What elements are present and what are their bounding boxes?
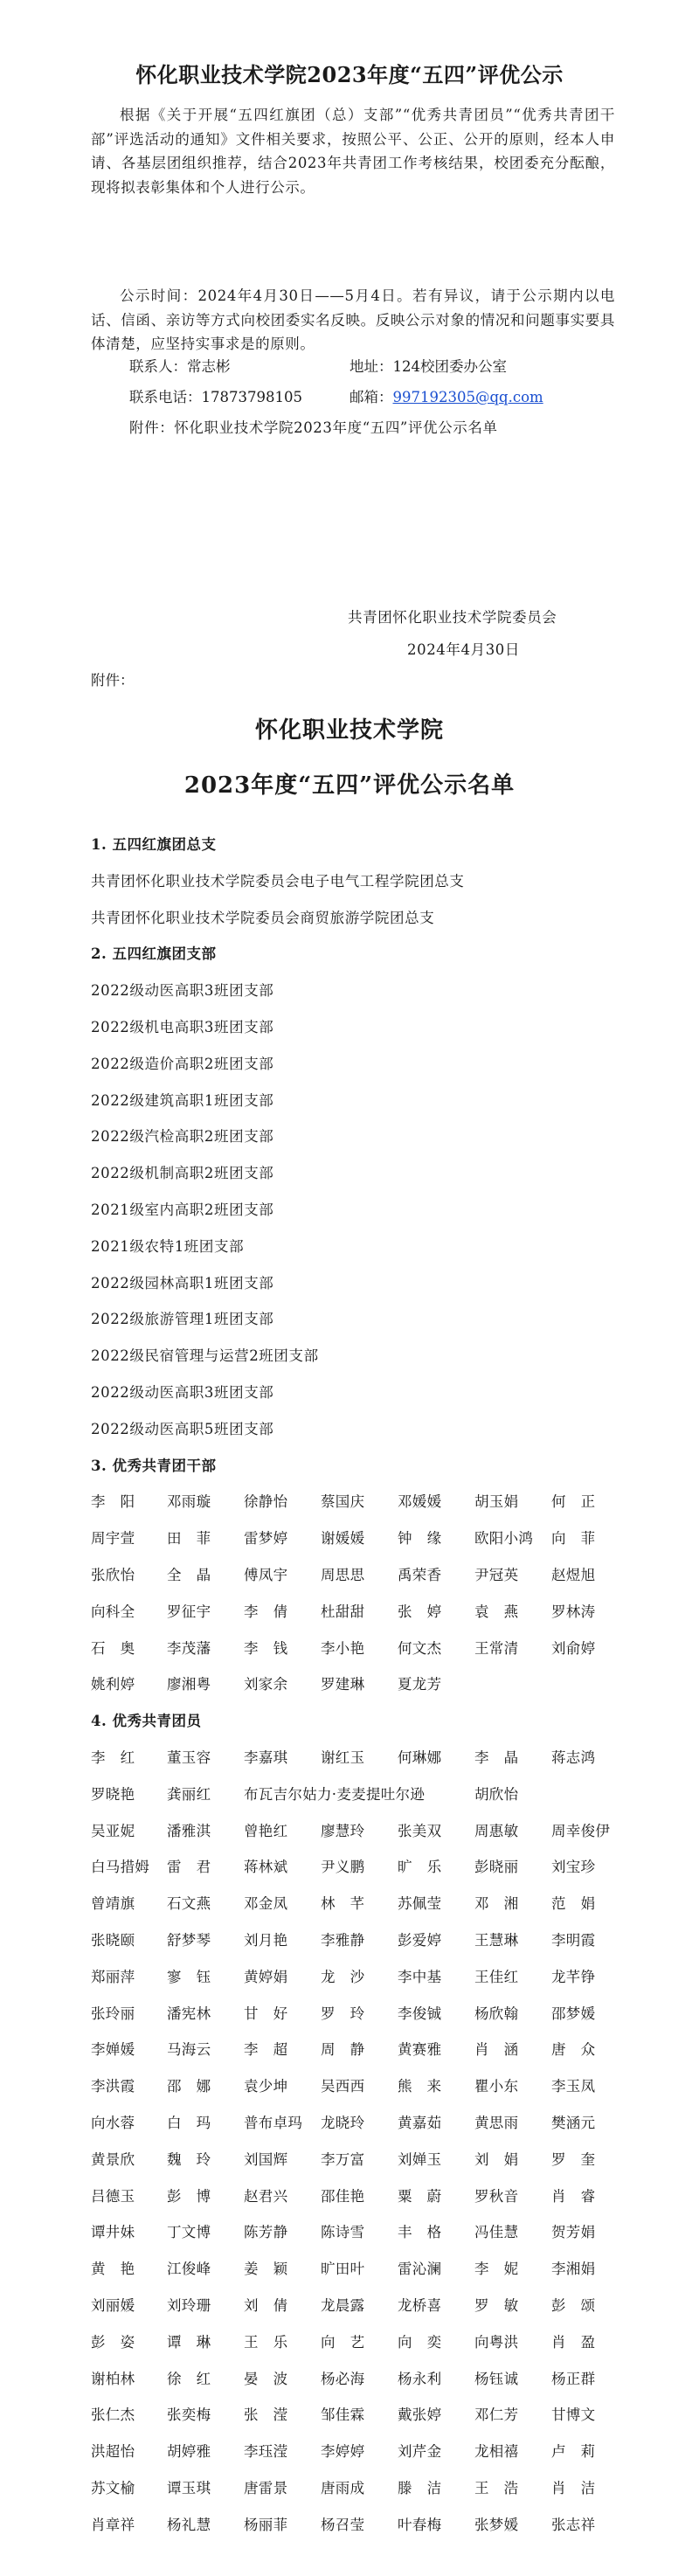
- name-cell: 罗 玲: [321, 2005, 365, 2022]
- notice-paragraph-period: 公示时间：2024年4月30日——5月4日。若有异议，请于公示期内以电话、信函、亲访等方式向校团委实名反映。反映公示对象的情况和问题事实要具体清楚，应坚持实事求是的原则。: [91, 287, 615, 352]
- contact-email: [350, 385, 543, 406]
- name-cell: 李明霞: [551, 1932, 596, 1949]
- name-cell: 邓 湘: [474, 1895, 519, 1913]
- name-cell: 龙 沙: [321, 1968, 365, 1985]
- name-cell: 肖 盈: [551, 2333, 596, 2351]
- name-cell: 蔡国庆: [321, 1493, 365, 1511]
- name-cell: 邵 娜: [167, 2078, 211, 2095]
- name-cell: 王 乐: [244, 2333, 288, 2351]
- attachment-label: 附件：: [91, 672, 135, 689]
- name-cell: 李 超: [244, 2041, 288, 2059]
- name-cell: 田 菲: [167, 1530, 211, 1548]
- name-cell: 白 玛: [167, 2115, 211, 2131]
- name-cell: 甘博文: [551, 2406, 596, 2424]
- name-cell: 夏龙芳: [398, 1676, 442, 1693]
- name-cell: 胡玉娟: [474, 1493, 519, 1511]
- name-cell: 傅凤宇: [244, 1567, 288, 1583]
- list-item: 2021级农特1班团支部: [91, 1237, 245, 1255]
- name-cell: 李小艳: [321, 1639, 365, 1657]
- name-cell: 吕德玉: [91, 2187, 135, 2205]
- name-cell: 樊涵元: [551, 2115, 596, 2131]
- name-cell: 李雅静: [321, 1932, 365, 1949]
- signature-organization: 共青团怀化职业技术学院委员会: [348, 609, 557, 626]
- list-item: 2022级园林高职1班团支部: [91, 1274, 274, 1291]
- name-cell: 刘丽媛: [91, 2297, 135, 2314]
- contact-person: 联系人：常志彬: [129, 358, 231, 375]
- name-cell: 李湘娟: [551, 2261, 596, 2278]
- name-cell: 滕 洁: [398, 2480, 442, 2496]
- name-cell: 龙芊铮: [551, 1968, 596, 1985]
- name-cell: 李 红: [91, 1749, 135, 1766]
- name-cell: 刘国辉: [244, 2150, 288, 2168]
- name-cell: 钟 缘: [398, 1530, 442, 1548]
- name-cell: 李中基: [398, 1968, 442, 1985]
- name-cell: 谢媛媛: [321, 1530, 365, 1548]
- name-cell: 布瓦吉尔姑力·麦麦提吐尔逊: [244, 1785, 426, 1803]
- name-cell: 谢柏林: [91, 2370, 135, 2387]
- name-cell: 谭 琳: [167, 2333, 211, 2351]
- name-cell: 刘家余: [244, 1676, 288, 1693]
- name-cell: 廖慧玲: [321, 1822, 365, 1839]
- name-cell: 熊 来: [398, 2078, 442, 2095]
- contact-phone: 联系电话：17873798105: [129, 389, 302, 405]
- name-cell: 杨礼慧: [167, 2516, 211, 2533]
- attachment-heading-list: 2023年度“五四”评优公示名单: [183, 772, 516, 799]
- name-cell: 贺芳娟: [551, 2224, 596, 2241]
- name-cell: 蒋林斌: [244, 1859, 288, 1876]
- name-cell: 晏 波: [244, 2370, 288, 2387]
- name-cell: 何文杰: [398, 1639, 442, 1657]
- name-cell: 冯佳慧: [474, 2224, 519, 2241]
- name-cell: 曾靖旗: [91, 1895, 135, 1913]
- name-cell: 罗秋音: [474, 2187, 519, 2205]
- name-cell: 白马措姆: [91, 1859, 150, 1876]
- name-cell: 雷 君: [167, 1859, 211, 1876]
- name-cell: 罗 敏: [474, 2297, 519, 2314]
- name-cell: 张欣怡: [91, 1567, 135, 1583]
- name-cell: 徐静怡: [244, 1493, 288, 1511]
- list-item: 2022级机制高职2班团支部: [91, 1165, 274, 1182]
- name-cell: 张美双: [398, 1822, 442, 1839]
- name-cell: 张仁杰: [91, 2406, 135, 2424]
- name-cell: 张志祥: [551, 2516, 596, 2533]
- name-cell: 雷沁澜: [398, 2261, 442, 2278]
- name-cell: 刘宝珍: [551, 1859, 596, 1876]
- name-cell: 邵佳艳: [321, 2187, 365, 2205]
- name-cell: 赵君兴: [244, 2187, 288, 2205]
- attachment-heading-school: 怀化职业技术学院: [254, 717, 444, 744]
- name-cell: 向水蓉: [91, 2115, 135, 2131]
- name-cell: 何琳娜: [398, 1749, 442, 1766]
- name-cell: 吴亚妮: [91, 1822, 135, 1839]
- name-cell: 魏 玲: [167, 2150, 211, 2168]
- name-cell: 罗 奎: [551, 2150, 596, 2168]
- name-cell: 肖章祥: [91, 2516, 135, 2533]
- name-cell: 郑丽萍: [91, 1968, 135, 1985]
- name-cell: 邓仁芳: [474, 2406, 519, 2424]
- email-label: 邮箱：: [350, 389, 393, 405]
- name-cell: 周宇萱: [91, 1530, 135, 1548]
- list-item: 2022级旅游管理1班团支部: [91, 1311, 274, 1328]
- name-cell: 李玉凤: [551, 2078, 596, 2095]
- name-cell: 刘 娟: [474, 2150, 519, 2168]
- name-cell: 谭井妹: [91, 2224, 135, 2241]
- name-cell: 苏文榆: [91, 2480, 135, 2496]
- name-cell: 尹冠英: [474, 1567, 519, 1583]
- name-cell: 李婷婷: [321, 2443, 365, 2461]
- name-cell: 陈芳静: [244, 2224, 288, 2241]
- name-cell: 李俊铖: [398, 2005, 442, 2022]
- name-cell: 向科全: [91, 1603, 135, 1620]
- name-cell: 李 阳: [91, 1493, 135, 1511]
- name-cell: 董玉容: [167, 1749, 211, 1766]
- name-cell: 张 滢: [244, 2406, 288, 2424]
- name-cell: 禹荣香: [398, 1567, 442, 1583]
- name-cell: 吴西西: [321, 2078, 365, 2095]
- name-cell: 黄 艳: [91, 2261, 135, 2278]
- list-item: 2022级民宿管理与运营2班团支部: [91, 1347, 319, 1365]
- name-cell: 黄婷娟: [244, 1968, 288, 1985]
- name-cell: 洪超怡: [91, 2443, 135, 2461]
- notice-paragraph-basis: 根据《关于开展“五四红旗团（总）支部”“优秀共青团员”“优秀共青团干部”评选活动的通知》文件相关要求，按照公平、公正、公开的原则，经本人申请、各基层团组织推荐，结合2023年共青团工作考核结果，校团委充分酝酿，现将拟表彰集体和个人进行公示。: [91, 107, 615, 196]
- name-cell: 李嘉琪: [244, 1749, 288, 1766]
- list-item: 2022级机电高职3班团支部: [91, 1019, 274, 1035]
- name-cell: 舒梦琴: [167, 1932, 211, 1949]
- name-cell: 杨召莹: [321, 2516, 365, 2533]
- name-cell: 李万富: [321, 2150, 365, 2168]
- name-cell: 刘 倩: [244, 2297, 288, 2314]
- section-title: 1. 五四红旗团总支: [91, 836, 217, 853]
- name-cell: 黄赛雅: [398, 2041, 442, 2059]
- name-cell: 寥 钰: [167, 1968, 211, 1985]
- name-cell: 向粤洪: [474, 2333, 519, 2351]
- name-cell: 李 钱: [244, 1639, 288, 1657]
- name-cell: 潘宪林: [167, 2005, 211, 2022]
- name-cell: 刘玲珊: [167, 2297, 211, 2314]
- list-item: 2022级汽检高职2班团支部: [91, 1128, 274, 1146]
- name-cell: 刘芹金: [398, 2443, 442, 2461]
- name-cell: 李婵媛: [91, 2041, 135, 2059]
- name-cell: 李珏滢: [244, 2443, 288, 2461]
- name-cell: 姚利婷: [91, 1676, 135, 1693]
- name-cell: 彭 博: [167, 2187, 211, 2205]
- list-item: 2022级动医高职3班团支部: [91, 982, 274, 1000]
- name-cell: 叶春梅: [398, 2516, 442, 2533]
- name-cell: 赵煜旭: [551, 1567, 596, 1583]
- name-cell: 向 艺: [321, 2333, 365, 2351]
- name-cell: 刘婵玉: [398, 2150, 442, 2168]
- name-cell: 黄思雨: [474, 2115, 519, 2131]
- name-cell: 旷 乐: [398, 1859, 442, 1876]
- email-link[interactable]: 997192305@qq.com: [392, 389, 543, 405]
- name-cell: 向 奕: [398, 2333, 442, 2351]
- name-cell: 谭玉琪: [167, 2480, 211, 2496]
- name-cell: 范 娟: [551, 1895, 596, 1913]
- name-cell: 戴张婷: [398, 2406, 442, 2424]
- name-cell: 陈诗雪: [321, 2224, 365, 2241]
- name-cell: 张 婷: [398, 1603, 442, 1620]
- name-cell: 杨丽菲: [244, 2516, 288, 2533]
- name-cell: 谢红玉: [321, 1749, 365, 1766]
- section-title: 2. 五四红旗团支部: [91, 945, 217, 963]
- notice-title: 怀化职业技术学院2023年度“五四”评优公示: [135, 62, 564, 87]
- name-cell: 王常清: [474, 1639, 519, 1657]
- name-cell: 尹义鹏: [321, 1859, 365, 1876]
- name-cell: 罗林涛: [551, 1603, 596, 1620]
- name-cell: 何 正: [551, 1493, 596, 1511]
- name-cell: 姜 颖: [244, 2261, 288, 2278]
- name-cell: 彭爱婷: [398, 1932, 442, 1949]
- name-cell: 向 菲: [551, 1530, 596, 1548]
- name-cell: 黄景欣: [91, 2150, 135, 2168]
- name-cell: 罗征宇: [167, 1603, 211, 1620]
- name-cell: 江俊峰: [167, 2261, 211, 2278]
- name-cell: 张梦媛: [474, 2516, 519, 2533]
- name-cell: 刘俞婷: [551, 1639, 596, 1657]
- name-cell: 肖 洁: [551, 2480, 596, 2496]
- name-cell: 邹佳霖: [321, 2406, 365, 2424]
- name-cell: 杨钰诚: [474, 2370, 519, 2387]
- name-cell: 蒋志鸿: [551, 1749, 596, 1766]
- name-cell: 石文燕: [167, 1895, 211, 1913]
- name-cell: 肖 涵: [474, 2041, 519, 2059]
- name-cell: 罗晓艳: [91, 1785, 135, 1803]
- signature-date: 2024年4月30日: [407, 641, 520, 658]
- list-item: 共青团怀化职业技术学院委员会商贸旅游学院团总支: [91, 909, 435, 926]
- name-cell: 邓雨璇: [167, 1493, 211, 1511]
- name-cell: 曾艳红: [244, 1822, 288, 1839]
- name-cell: 石 奥: [91, 1639, 135, 1657]
- name-cell: 粟 蔚: [398, 2187, 442, 2205]
- name-cell: 彭 姿: [91, 2333, 135, 2351]
- name-cell: 李 倩: [244, 1603, 288, 1620]
- name-cell: 甘 好: [244, 2005, 288, 2022]
- contact-address: 地址：124校团委办公室: [350, 358, 507, 375]
- name-cell: 全 晶: [167, 1567, 211, 1583]
- name-cell: 龚丽红: [167, 1785, 211, 1803]
- name-cell: 张晓颐: [91, 1932, 135, 1949]
- name-cell: 丁文博: [167, 2224, 211, 2241]
- name-cell: 胡婷雅: [167, 2443, 211, 2461]
- name-cell: 杜甜甜: [321, 1603, 365, 1620]
- name-cell: 丰 格: [398, 2224, 442, 2241]
- name-cell: 苏佩莹: [398, 1895, 442, 1913]
- name-cell: 邓金凤: [244, 1895, 288, 1913]
- name-cell: 卢 莉: [551, 2443, 596, 2461]
- name-cell: 瞿小东: [474, 2078, 519, 2095]
- name-cell: 龙相禧: [474, 2443, 519, 2461]
- list-item: 2021级室内高职2班团支部: [91, 1201, 274, 1218]
- list-item: 共青团怀化职业技术学院委员会电子电气工程学院团总支: [91, 872, 465, 890]
- name-cell: 肖 睿: [551, 2187, 596, 2205]
- name-cell: 周 静: [321, 2041, 365, 2059]
- name-cell: 唐 众: [551, 2041, 596, 2059]
- name-cell: 唐雨成: [321, 2480, 365, 2496]
- name-cell: 周惠敏: [474, 1822, 519, 1839]
- name-cell: 罗建琳: [321, 1676, 365, 1693]
- name-cell: 李 晶: [474, 1749, 519, 1766]
- name-cell: 周思思: [321, 1567, 365, 1583]
- name-cell: 马海云: [167, 2041, 211, 2059]
- list-item: 2022级动医高职5班团支部: [91, 1420, 274, 1437]
- name-cell: 黄嘉茹: [398, 2115, 442, 2131]
- name-cell: 袁 燕: [474, 1603, 519, 1620]
- name-cell: 周幸俊伊: [551, 1822, 611, 1839]
- section-title: 4. 优秀共青团员: [91, 1713, 202, 1730]
- name-cell: 邵梦媛: [551, 2005, 596, 2022]
- name-cell: 邓媛媛: [398, 1493, 442, 1511]
- name-cell: 杨永利: [398, 2370, 442, 2387]
- name-cell: 李洪霞: [91, 2078, 135, 2095]
- name-cell: 李 妮: [474, 2261, 519, 2278]
- name-cell: 杨必海: [321, 2370, 365, 2387]
- name-cell: 王 浩: [474, 2480, 519, 2496]
- name-cell: 胡欣怡: [474, 1785, 519, 1803]
- name-cell: 唐雷景: [244, 2480, 288, 2496]
- name-cell: 刘月艳: [244, 1932, 288, 1949]
- name-cell: 王佳红: [474, 1968, 519, 1985]
- name-cell: 杨欣翰: [474, 2005, 519, 2022]
- name-cell: 林 芊: [321, 1895, 365, 1913]
- name-cell: 张玲丽: [91, 2005, 135, 2022]
- name-cell: 杨正群: [551, 2370, 596, 2387]
- name-cell: 普布卓玛: [244, 2115, 303, 2131]
- name-cell: 欧阳小鸿: [474, 1530, 534, 1548]
- name-cell: 雷梦婷: [244, 1530, 288, 1548]
- section-title: 3. 优秀共青团干部: [91, 1457, 217, 1474]
- name-cell: 李茂藩: [167, 1639, 211, 1657]
- name-cell: 彭 颂: [551, 2297, 596, 2314]
- name-cell: 潘雅淇: [167, 1822, 211, 1839]
- name-cell: 龙晓玲: [321, 2115, 365, 2131]
- name-cell: 彭晓丽: [474, 1859, 519, 1876]
- attachment-reference: 附件：怀化职业技术学院2023年度“五四”评优公示名单: [129, 419, 498, 436]
- list-item: 2022级动医高职3班团支部: [91, 1384, 274, 1401]
- name-cell: 龙晨露: [321, 2297, 365, 2314]
- name-cell: 徐 红: [167, 2370, 211, 2387]
- name-cell: 张奕梅: [167, 2406, 211, 2424]
- name-cell: 旷田叶: [321, 2261, 365, 2278]
- name-cell: 龙桥喜: [398, 2297, 442, 2314]
- name-cell: 王慧琳: [474, 1932, 519, 1949]
- name-cell: 袁少坤: [244, 2078, 288, 2095]
- list-item: 2022级建筑高职1班团支部: [91, 1091, 274, 1109]
- list-item: 2022级造价高职2班团支部: [91, 1055, 274, 1072]
- name-cell: 廖湘粤: [167, 1676, 211, 1693]
